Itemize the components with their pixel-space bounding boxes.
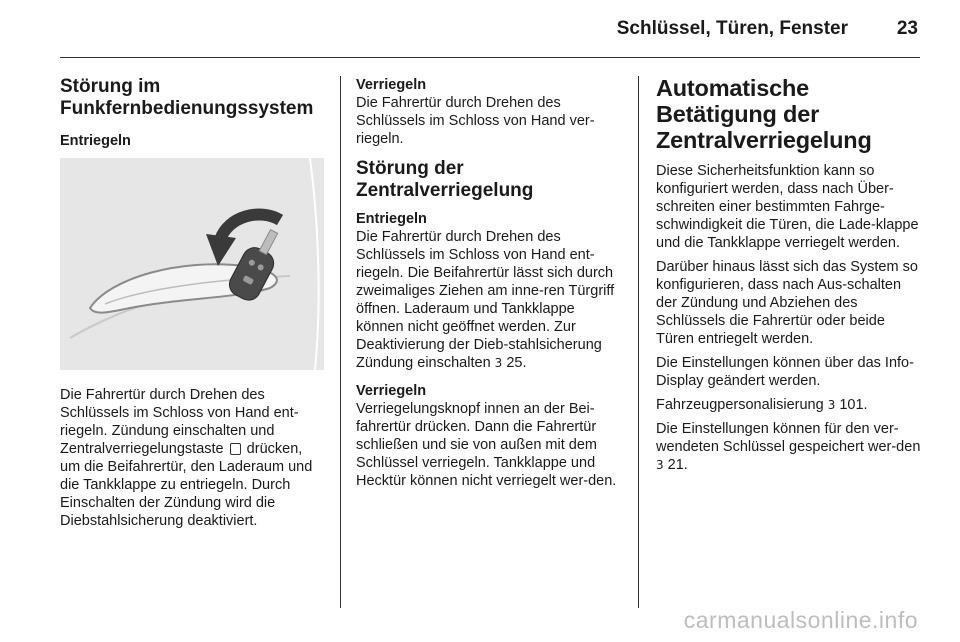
unlock-button-icon [230,443,241,455]
subhead-unlock-2: Entriegeln [356,210,427,227]
watermark-text: carmanualsonline.info [683,607,918,633]
paragraph-manual-unlock: Die Fahrertür durch Drehen des Schlüssels im Schloss von Hand ent-riegeln. Die Beifahrertür lässt sich durch zweimaliges Ziehen am inne-ren Türgriff öffnen. Laderaum und Tankklappe können nicht geöffnet werden. Zur Deaktivierung der Dieb-stahlsicherung Zündung einschalten 3 25. [356,228,615,371]
page-ref-link[interactable]: 101. [839,396,868,413]
paragraph-info-display: Die Einstellungen können über das Info-Display geändert werden. [656,354,914,389]
door-handle-illustration [60,158,324,370]
paragraph-remote-unlock: Die Fahrertür durch Drehen des Schlüssels im Schloss von Hand ent-riegeln. Zündung einschalten und Zentralverriegelungstaste drücken, um die Beifahrertür, den Laderaum und die Tankklappe zu entriegeln. Durch Einschalten der Zündung wird die Diebstahlsicherung deaktiviert. [60,386,313,529]
subhead-lock-2: Verriegeln [356,382,427,399]
page-ref-arrow-icon: 3 [656,457,664,472]
paragraph-personalisation: Fahrzeugpersonalisierung 3 101. [656,396,868,413]
column-divider-2 [638,76,639,608]
page-ref-link[interactable]: 21. [667,456,688,473]
section-heading-remote-fault: Störung im Funkfernbedienungssystem [60,76,314,119]
column-1 [60,76,324,530]
paragraph-manual-lock: Die Fahrertür durch Drehen des Schlüssels im Schloss von Hand ver-riegeln. [356,95,595,147]
column-divider-1 [340,76,341,608]
door-handle-figure [60,158,324,370]
column-3 [656,76,922,474]
page-ref-arrow-icon: 3 [827,397,836,412]
paragraph-auto-lock-config: Diese Sicherheitsfunktion kann so konfiguriert werden, dass nach Über-schreiten einer bestimmten Fahrge-schwindigkeit die Türen, die Lade-klappe und die Tankklappe verriegelt werden. [656,162,919,251]
paragraph-key-storage: Die Einstellungen können für den ver-wendeten Schlüssel gespeichert wer-den 3 21. [656,420,921,473]
paragraph-auto-unlock-config: Darüber hinaus lässt sich das System so konfigurieren, dass nach Aus-schalten der Zündung und Abziehen des Schlüssels die Fahrertür oder beide Türen entriegelt werden. [656,258,918,347]
header-rule [60,57,920,58]
page-ref-arrow-icon: 3 [494,355,503,370]
page-ref-link[interactable]: 25. [506,354,527,371]
section-heading-auto-locking: Automatische Betätigung der Zentralverriegelung [656,75,872,153]
section-heading-central-locking-fault: Störung der Zentralverriegelung [356,158,534,201]
page-header-title: Schlüssel, Türen, Fenster [616,18,848,39]
paragraph-lock-procedure: Verriegelungsknopf innen an der Bei-fahrertür drücken. Dann die Fahrertür schließen und sie von außen mit dem Schlüssel verriegeln. Tankklappe und Hecktür können nicht verriegelt wer-den. [356,400,617,489]
page-number: 23 [896,18,918,39]
subhead-lock: Verriegeln [356,77,427,93]
subhead-unlock: Entriegeln [60,132,131,149]
column-2 [356,76,618,490]
